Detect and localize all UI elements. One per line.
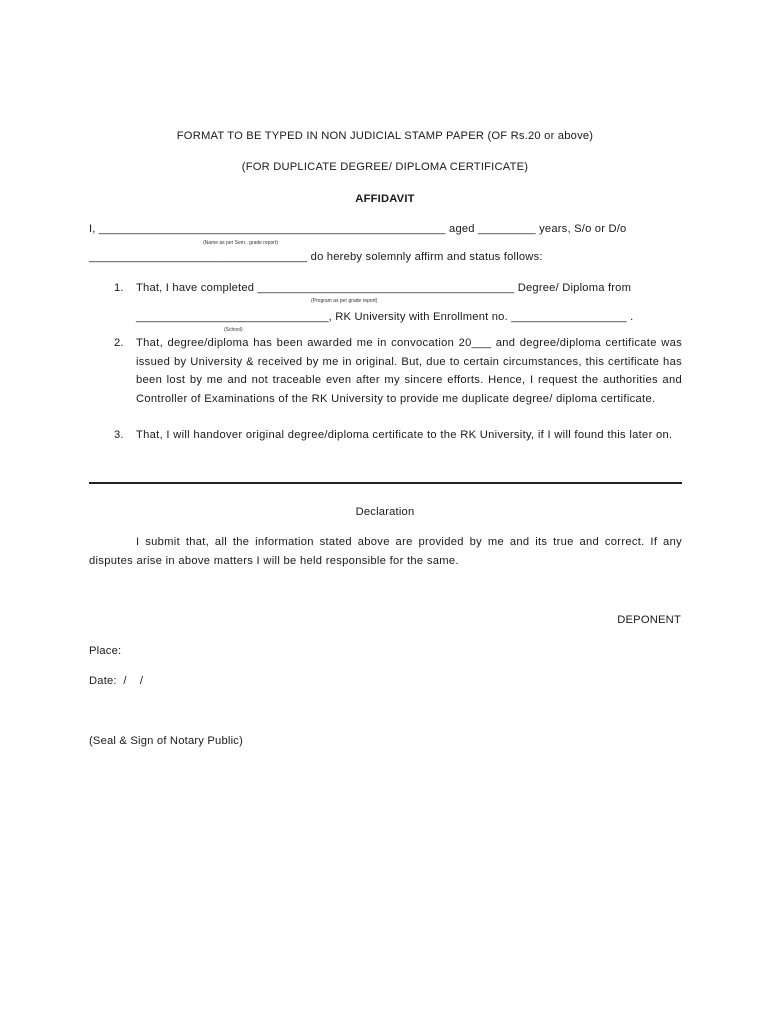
item-1-line-2: ______________________________, RK University with Enrollment no. __________________ .	[136, 311, 634, 323]
header-line-2: (FOR DUPLICATE DEGREE/ DIPLOMA CERTIFICATE)	[241, 161, 529, 173]
intro-line-1: I, ______________________________________________________ aged _________ years, S/o or D/o	[89, 223, 627, 235]
item-1-line-1: That, I have completed ________________________________________ Degree/ Diploma from	[136, 282, 632, 294]
notary-seal-label: (Seal & Sign of Notary Public)	[89, 735, 243, 747]
place-label: Place:	[89, 645, 122, 657]
date-label: Date: / /	[89, 675, 144, 687]
program-note: (Program as per grade report)	[311, 298, 378, 304]
section-divider	[89, 482, 682, 484]
document-title: AFFIDAVIT	[355, 193, 415, 205]
item-3-number: 3.	[114, 429, 124, 441]
name-note: (Name as per Sem.. grade report)	[203, 240, 279, 246]
item-2-number: 2.	[114, 337, 124, 349]
item-1-number: 1.	[114, 282, 124, 294]
item-2-text: That, degree/diploma has been awarded me in convocation 20___ and degree/diploma certificate was issued by University & received by me in original. But, due to certain circumstances, this certificate has been lost by me and not traceable even after my sincere efforts. Hence, I request the authorities and Controller of Examinations of the RK University to provide me duplicate degree/ diploma certificate.	[136, 337, 682, 405]
header-line-1: FORMAT TO BE TYPED IN NON JUDICIAL STAMP PAPER (OF Rs.20 or above)	[176, 130, 594, 142]
school-note: (School)	[224, 327, 243, 333]
declaration-text: I submit that, all the information stated above are provided by me and its true and correct. If any disputes arise in above matters I will be held responsible for the same.	[89, 536, 682, 567]
item-3-text: That, I will handover original degree/diploma certificate to the RK University, if I will found this later on.	[136, 429, 673, 441]
intro-line-2: __________________________________ do hereby solemnly affirm and status follows:	[89, 251, 543, 263]
deponent-label: DEPONENT	[617, 614, 681, 626]
declaration-title: Declaration	[355, 506, 415, 518]
